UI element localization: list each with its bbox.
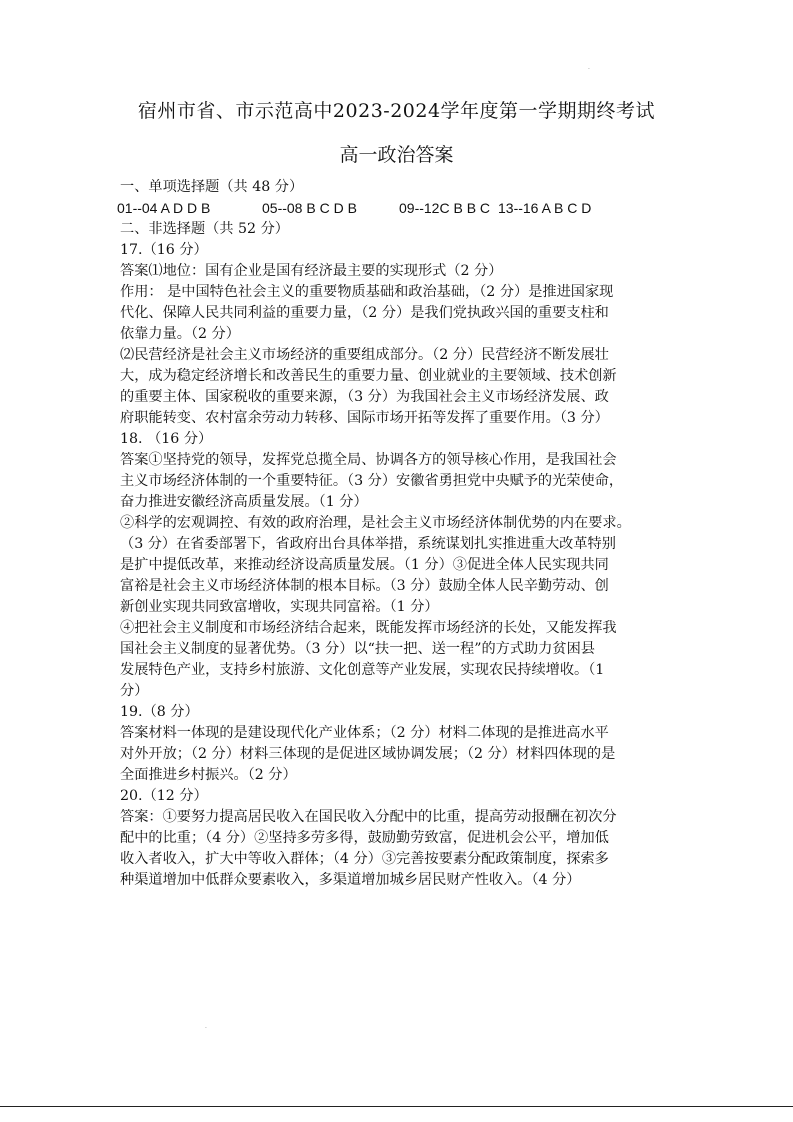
- page-subtitle: 高一政治答案: [339, 144, 454, 166]
- q18-line-10: 国社会主义制度的显著优势。（3 分）以“扶一把、送一程”的方式助力贫困县: [120, 641, 595, 657]
- q20-line-4: 种渠道增加中低群众要素收入，多渠道增加城乡居民财产性收入。（4 分）: [120, 872, 581, 888]
- page-title: 宿州市省、市示范高中2023-2024学年度第一学期期终考试: [137, 100, 656, 122]
- q18-line-2: 主义市场经济体制的一个重要特征。（3 分）安徽省勇担党中央赋予的光荣使命，: [120, 473, 624, 489]
- section1-heading: 一、单项选择题（共 48 分）: [120, 179, 304, 195]
- choice-answers-1: 01--04 A D D B: [117, 200, 211, 216]
- q18-line-11: 发展特色产业，支持乡村旅游、文化创意等产业发展，实现农民持续增收。（1: [120, 662, 605, 678]
- speck-mark: ·: [205, 1025, 207, 1032]
- choice-answers-row: [117, 198, 680, 219]
- choice-answers-2: 05--08 B C D B: [262, 200, 357, 216]
- q18-line-4: ②科学的宏观调控、有效的政府治理，是社会主义市场经济体制优势的内在要求。: [120, 515, 631, 531]
- choice-answers-3: 09--12C B B C: [399, 200, 491, 216]
- q20-line-1: 答案：①要努力提高居民收入在国民收入分配中的比重，提高劳动报酬在初次分: [120, 809, 617, 825]
- speck-mark: ·: [588, 66, 590, 73]
- q19-line-3: 全面推进乡村振兴。（2 分）: [120, 767, 297, 783]
- q17-label: 17.（16 分）: [120, 242, 208, 258]
- q18-line-12: 分）: [120, 683, 149, 699]
- q18-line-7: 富裕是社会主义市场经济体制的根本目标。（3 分）鼓励全体人民辛勤劳动、创: [120, 578, 609, 594]
- q17-line-6: 大，成为稳定经济增长和改善民生的重要力量、创业就业的主要领域、技术创新: [120, 368, 617, 384]
- q19-label: 19.（8 分）: [120, 704, 199, 720]
- q18-label: 18. （16 分）: [120, 431, 213, 447]
- q17-line-3: 代化、保障人民共同利益的重要力量，（2 分）是我们党执政兴国的重要支柱和: [120, 305, 609, 321]
- q19-line-2: 对外开放；（2 分）材料三体现的是促进区域协调发展；（2 分）材料四体现的是: [120, 746, 616, 762]
- q20-label: 20.（12 分）: [120, 788, 208, 804]
- q17-line-2: 作用： 是中国特色社会主义的重要物质基础和政治基础，（2 分）是推进国家现: [120, 284, 614, 300]
- answer-content: [117, 177, 680, 891]
- section2-heading: 二、非选择题（共 52 分）: [120, 221, 289, 237]
- q18-line-9: ④把社会主义制度和市场经济结合起来，既能发挥市场经济的长处，又能发挥我: [120, 620, 617, 636]
- choice-answers-4: 13--16 A B C D: [498, 200, 592, 216]
- q17-line-4: 依靠力量。（2 分）: [120, 326, 240, 342]
- q20-line-3: 收入者收入，扩大中等收入群体；（4 分）③完善按要素分配政策制度，探索多: [120, 851, 609, 867]
- q17-line-1: 答案⑴地位：国有企业是国有经济最主要的实现形式（2 分）: [120, 263, 503, 279]
- q20-line-2: 配中的比重；（4 分）②坚持多劳多得，鼓励勤劳致富，促进机会公平，增加低: [120, 830, 609, 846]
- q19-line-1: 答案材料一体现的是建设现代化产业体系；（2 分）材料二体现的是推进高水平: [120, 725, 609, 741]
- q18-line-8: 新创业实现共同致富增收，实现共同富裕。（1 分）: [120, 599, 439, 615]
- q18-line-1: 答案①坚持党的领导，发挥党总揽全局、协调各方的领导核心作用，是我国社会: [120, 452, 617, 468]
- q18-line-3: 奋力推进安徽经济高质量发展。（1 分）: [120, 494, 368, 510]
- q17-line-8: 府职能转变、农村富余劳动力转移、国际市场开拓等发挥了重要作用。（3 分）: [120, 410, 609, 426]
- q17-line-5: ⑵民营经济是社会主义市场经济的重要组成部分。（2 分）民营经济不断发展壮: [120, 347, 609, 363]
- q17-line-7: 的重要主体、国家税收的重要来源，（3 分）为我国社会主义市场经济发展、政: [120, 389, 609, 405]
- q18-line-5: （3 分）在省委部署下，省政府出台具体举措，系统谋划扎实推进重大改革特别: [120, 536, 616, 552]
- q18-line-6: 是扩中提低改革，来推动经济设高质量发展。（1 分）③促进全体人民实现共同: [120, 557, 609, 573]
- bottom-divider: [0, 1106, 793, 1107]
